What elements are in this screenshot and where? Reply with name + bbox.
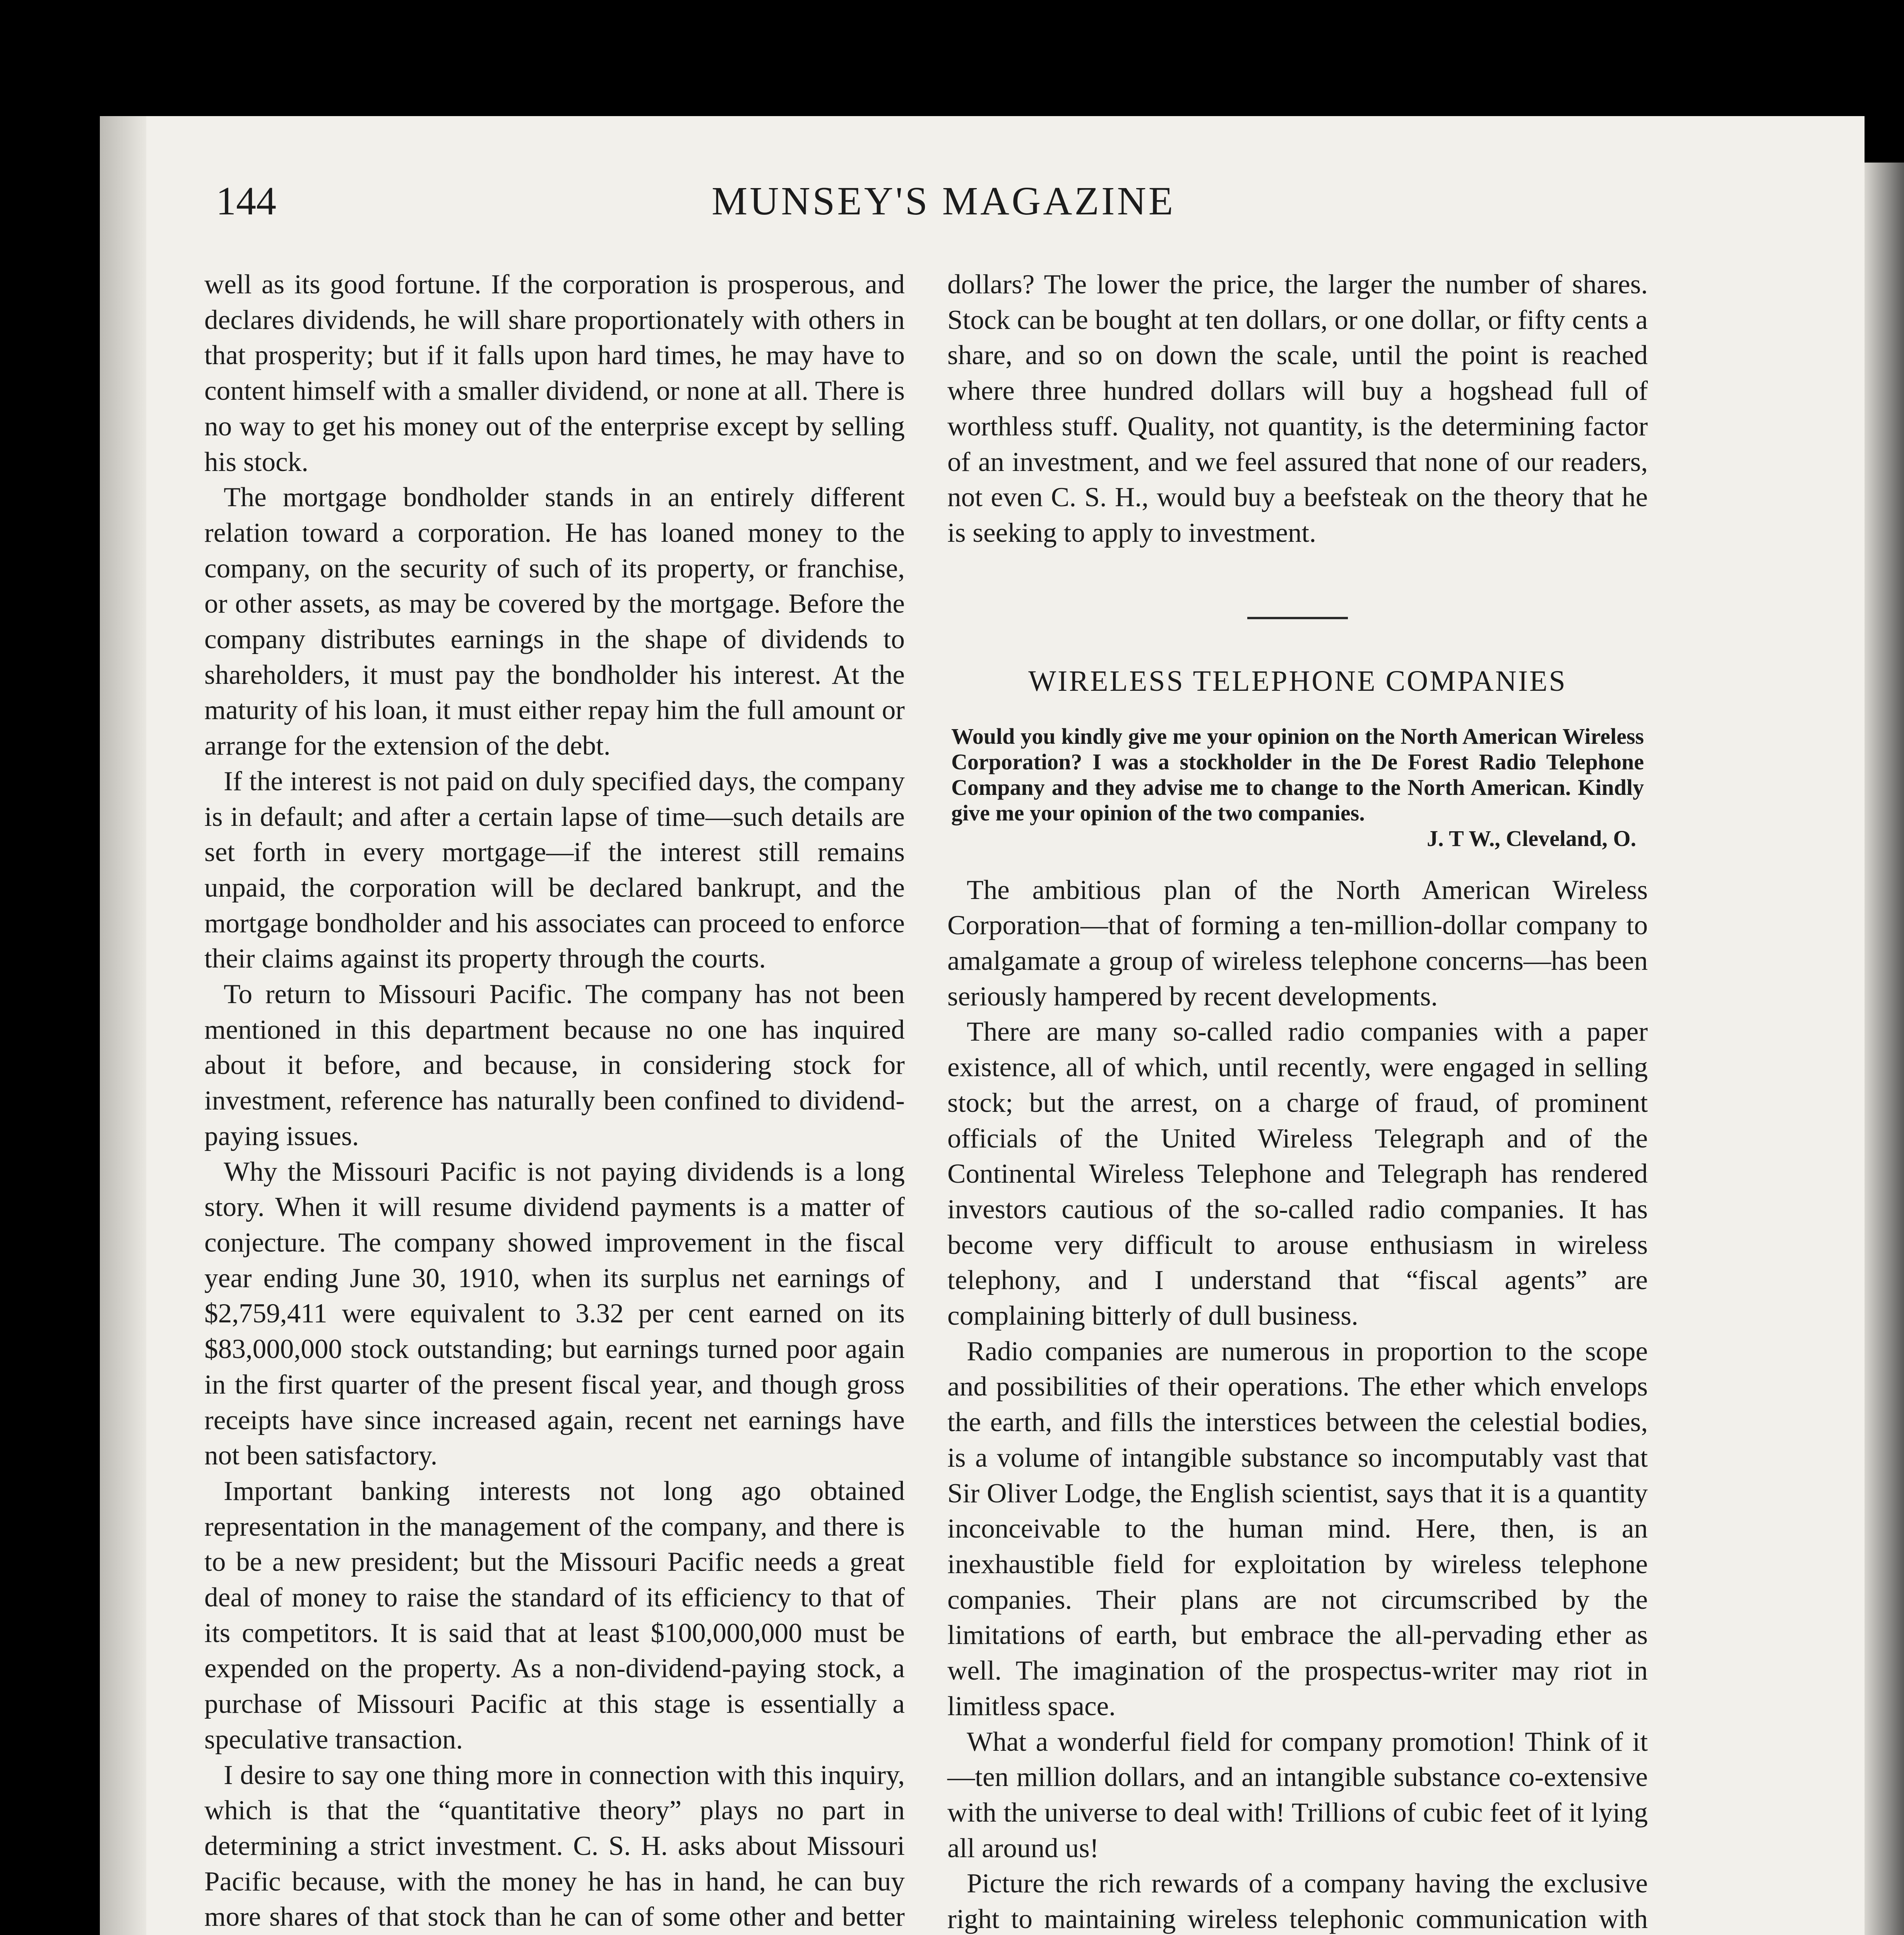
paragraph: Picture the rich rewards of a company having the exclusive right to maintaining wireless telephonic communication with — [947, 1868, 1648, 1935]
paragraph: I desire to say one thing more in connection with this inquiry, which is that the “quantitative theory” plays no part in determining a strict investment. C. S. H. asks about Missouri Pacific because, with the money he has in hand, he can buy more shares of that stock than he can of some other and better — [204, 1760, 905, 1932]
paragraph: If the interest is not paid on duly specified days, the company is in default; and after a certain lapse of time—such details are set forth in every mortgage—if the interest still remains unpaid, the corporation will be declared bankrupt, and the mortgage bondholder and his associates can proceed to enforce their claims against its property through the courts. — [204, 766, 905, 974]
paragraph: Important banking interests not long ago obtained representation in the management of the company, and there is to be a new president; but the Missouri Pacific needs a great deal of money to raise the standard of its efficiency to that of its competitors. It is said that at least $100,000,000 must be expended on the property. As a non-dividend-paying stock, a purchase of Missouri Pacific at this stage is essentially a speculative transaction. — [204, 1476, 905, 1755]
page-header — [216, 170, 1671, 232]
binding-edge — [100, 116, 146, 1935]
paragraph: The mortgage bondholder stands in an entirely different relation toward a corporation. He has loaned money to the company, on the security of such of its property, or franchise, or other assets, as may be covered by the mortgage. Before the company distributes earnings in the shape of dividends to shareholders, it must pay the bondholder his interest. At the maturity of his loan, it must either repay him the full amount or arrange for the extension of the debt. — [204, 482, 905, 761]
page-gutter — [1865, 163, 1904, 1935]
section-title: WIRELESS TELEPHONE COMPANIES — [1028, 664, 1567, 697]
magazine-page — [100, 116, 1865, 1935]
right-column — [947, 267, 1648, 1935]
reader-letter: Would you kindly give me your opinion on the North American Wireless Corporation? I was a stockholder in the De Forest Radio Telephone Company and they advise me to change to the North American. Kindly give me your opinion of the two companies. — [951, 723, 1644, 825]
letter-signature: J. T W., Cleveland, O. — [1427, 825, 1636, 851]
paragraph: well as its good fortune. If the corporation is prosperous, and declares dividends, he will share proportionately with others in that prosperity; but if it falls upon hard times, he may have to content himself with a smaller dividend, or none at all. There is no way to get his money out of the enterprise except by selling his stock. — [204, 269, 905, 477]
paragraph: What a wonderful field for company promotion! Think of it—ten million dollars, and an intangible substance co-extensive with the universe to deal with! Trillions of cubic feet of it lying all around us! — [947, 1726, 1648, 1863]
page-number: 144 — [216, 179, 276, 223]
section-divider — [1247, 617, 1348, 619]
paragraph: Why the Missouri Pacific is not paying dividends is a long story. When it will resume dividend payments is a matter of conjecture. The company showed improvement in the fiscal year ending June 30, 1910, when its surplus net earnings of $2,759,411 were equivalent to 3.32 per cent earned on its $83,000,000 stock outstanding; but earnings turned poor again in the first quarter of the present fiscal year, and though gross receipts have since increased again, recent net earnings have not been satisfactory. — [204, 1156, 905, 1471]
left-column — [204, 267, 905, 1935]
paragraph: There are many so-called radio companies with a paper existence, all of which, until recently, were engaged in selling stock; but the arrest, on a charge of fraud, of prominent officials of the United Wireless Telegraph and of the Continental Wireless Telephone and Telegraph has rendered investors cautious of the so-called radio companies. It has become very difficult to arouse enthusiasm in wireless telephony, and I understand that “fiscal agents” are complaining bitterly of dull business. — [947, 1017, 1648, 1331]
paragraph: dollars? The lower the price, the larger the number of shares. Stock can be bought at ten dollars, or one dollar, or fifty cents a share, and so on down the scale, until the point is reached where three hundred dollars will buy a hogshead full of worthless stuff. Quality, not quantity, is the determining factor of an investment, and we feel assured that none of our readers, not even C. S. H., would buy a beefsteak on the theory that he is seeking to apply to investment. — [947, 269, 1648, 548]
paragraph: The ambitious plan of the North American Wireless Corporation—that of forming a ten-million-dollar company to amalgamate a group of wireless telephone concerns—has been seriously hampered by recent developments. — [947, 875, 1648, 1012]
paragraph: To return to Missouri Pacific. The company has not been mentioned in this department because no one has inquired about it before, and because, in considering stock for investment, reference has naturally been confined to dividend-paying issues. — [204, 979, 905, 1151]
running-title: MUNSEY'S MAGAZINE — [711, 179, 1176, 223]
paragraph: Radio companies are numerous in proportion to the scope and possibilities of their operations. The ether which envelops the earth, and fills the interstices between the celestial bodies, is a volume of intangible substance so incomputably vast that Sir Oliver Lodge, the English scientist, says that it is a quantity inconceivable to the human mind. Here, then, is an inexhaustible field for exploitation by wireless telephone companies. Their plans are not circumscribed by the limitations of earth, but embrace the all-pervading ether as well. The imagination of the prospectus-writer may riot in limitless space. — [947, 1336, 1648, 1721]
